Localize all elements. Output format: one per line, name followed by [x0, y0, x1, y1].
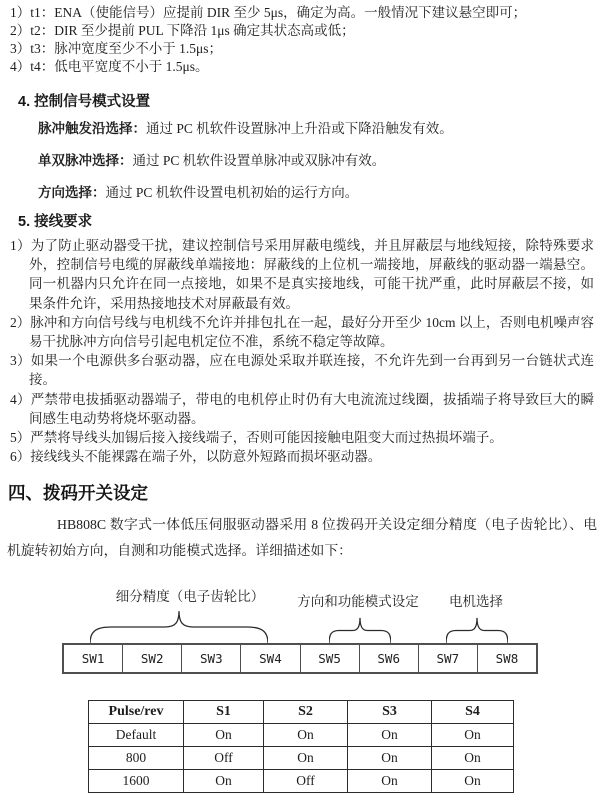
- dip-switch-row: [62, 643, 538, 674]
- item-number: 5）: [10, 430, 31, 446]
- item-number: 2）: [10, 314, 31, 330]
- wiring-requirements-list: [10, 236, 594, 466]
- timing-note-line: 2）t2：DIR 至少提前 PUL 下降沿 1μs 确定其状态高或低；: [10, 23, 355, 38]
- sw-cell: SW5: [300, 645, 359, 672]
- wiring-item: [10, 390, 594, 428]
- timing-notes-list: [10, 4, 598, 76]
- sw-cell: SW7: [418, 645, 477, 672]
- table-cell: On: [348, 724, 432, 747]
- table-cell: 800: [89, 747, 184, 770]
- group-label-direction-mode: 方向和功能模式设定: [297, 594, 419, 609]
- single-double-pulse-paragraph: [38, 152, 594, 170]
- table-header-cell: S2: [264, 701, 348, 724]
- timing-note-line: 1）t1：ENA（使能信号）应提前 DIR 至少 5μs，确定为高。一般情况下建议悬空即可；: [10, 5, 527, 20]
- wiring-item: [10, 428, 594, 447]
- table-cell: On: [432, 747, 514, 770]
- direction-select-paragraph: [38, 184, 594, 202]
- table-cell: On: [264, 747, 348, 770]
- paragraph-label: 单双脉冲选择：: [38, 153, 133, 168]
- table-row: [89, 747, 514, 770]
- table-cell: On: [432, 724, 514, 747]
- wiring-item: [10, 313, 594, 351]
- table-cell: On: [432, 770, 514, 793]
- table-cell: On: [184, 724, 264, 747]
- table-header-cell: S1: [184, 701, 264, 724]
- table-cell: Off: [264, 770, 348, 793]
- table-cell: Default: [89, 724, 184, 747]
- pulse-edge-paragraph: [38, 120, 594, 138]
- item-number: 3）: [10, 353, 31, 369]
- table-cell: On: [264, 724, 348, 747]
- section4-heading: 4. 控制信号模式设置: [18, 94, 151, 110]
- wiring-item: [10, 447, 594, 466]
- table-cell: On: [348, 770, 432, 793]
- table-header-cell: S3: [348, 701, 432, 724]
- table-row: [89, 770, 514, 793]
- wiring-item: [10, 351, 594, 389]
- paragraph-label: 脉冲触发沿选择：: [38, 121, 146, 136]
- item-text: 脉冲和方向信号线与电机线不允许并排包扎在一起，最好分开至少 10cm 以上，否则电机噪声容易干扰脉冲方向信号引起电机定位不准，系统不稳定等故障。: [29, 314, 594, 350]
- item-text: 为了防止驱动器受干扰，建议控制信号采用屏蔽电缆线，并且屏蔽层与地线短接，除特殊要求外，控制信号电缆的屏蔽线单端接地：屏蔽线的上位机一端接地，屏蔽线的驱动器一端悬空。同一机器内只允许在同一点接地，如果不是真实接地线，可能干扰严重，此时屏蔽层不接，如果条件允许，采用热接地技术对屏蔽最有效。: [29, 238, 595, 311]
- paragraph-text: 通过 PC 机软件设置电机初始的运行方向。: [105, 185, 359, 200]
- timing-note-line: 3）t3：脉冲宽度至少不小于 1.5μs；: [10, 41, 222, 56]
- table-cell: Off: [184, 747, 264, 770]
- table-cell: On: [348, 747, 432, 770]
- table-cell: 1600: [89, 770, 184, 793]
- table-header-cell: Pulse/rev: [89, 701, 184, 724]
- section5-heading: 5. 接线要求: [18, 214, 93, 230]
- sw-cell: SW8: [477, 645, 536, 672]
- table-row: [89, 724, 514, 747]
- sw-cell: SW6: [359, 645, 418, 672]
- item-number: 6）: [10, 449, 31, 465]
- table-header-row: [89, 701, 514, 724]
- paragraph-text: 通过 PC 机软件设置脉冲上升沿或下降沿触发有效。: [146, 121, 453, 136]
- table-header-cell: S4: [432, 701, 514, 724]
- pulse-rev-table: [88, 700, 514, 793]
- item-text: 严禁将导线头加锡后接入接线端子，否则可能因接触电阻变大而过热损坏端子。: [30, 430, 503, 446]
- wiring-item: [10, 236, 594, 313]
- curly-brace-icon: [90, 610, 268, 644]
- timing-note-line: 4）t4：低电平宽度不小于 1.5μs。: [10, 59, 209, 74]
- curly-brace-icon: [329, 617, 391, 644]
- item-text: 如果一个电源供多台驱动器，应在电源处采取并联连接，不允许先到一台再到另一台链状式连接。: [29, 353, 595, 388]
- item-text: 严禁带电拔插驱动器端子，带电的电机停止时仍有大电流流过线圈，拔插端子将导致巨大的瞬间感生电动势将烧坏驱动器。: [29, 391, 595, 426]
- item-number: 1）: [10, 238, 31, 253]
- item-number: 4）: [10, 391, 31, 407]
- dip-switch-intro-paragraph: HB808C 数字式一体低压伺服驱动器采用 8 位拨码开关设定细分精度（电子齿轮比）、电机旋转初始方向，自测和功能模式选择。详细描述如下：: [7, 517, 597, 558]
- curly-brace-icon: [446, 617, 508, 644]
- sw-cell: SW3: [181, 645, 240, 672]
- table-cell: On: [184, 770, 264, 793]
- group-label-microstep: 细分精度（电子齿轮比）: [115, 589, 265, 604]
- dip-switch-section-heading: 四、拨码开关设定: [8, 483, 148, 503]
- paragraph-label: 方向选择：: [38, 185, 106, 200]
- group-label-motor-select: 电机选择: [449, 594, 503, 609]
- sw-cell: SW2: [122, 645, 181, 672]
- item-text: 接线线头不能裸露在端子外，以防意外短路而损坏驱动器。: [30, 449, 382, 465]
- sw-cell: SW1: [81, 651, 105, 666]
- paragraph-text: 通过 PC 机软件设置单脉冲或双脉冲有效。: [132, 153, 386, 168]
- sw-cell: SW4: [240, 645, 299, 672]
